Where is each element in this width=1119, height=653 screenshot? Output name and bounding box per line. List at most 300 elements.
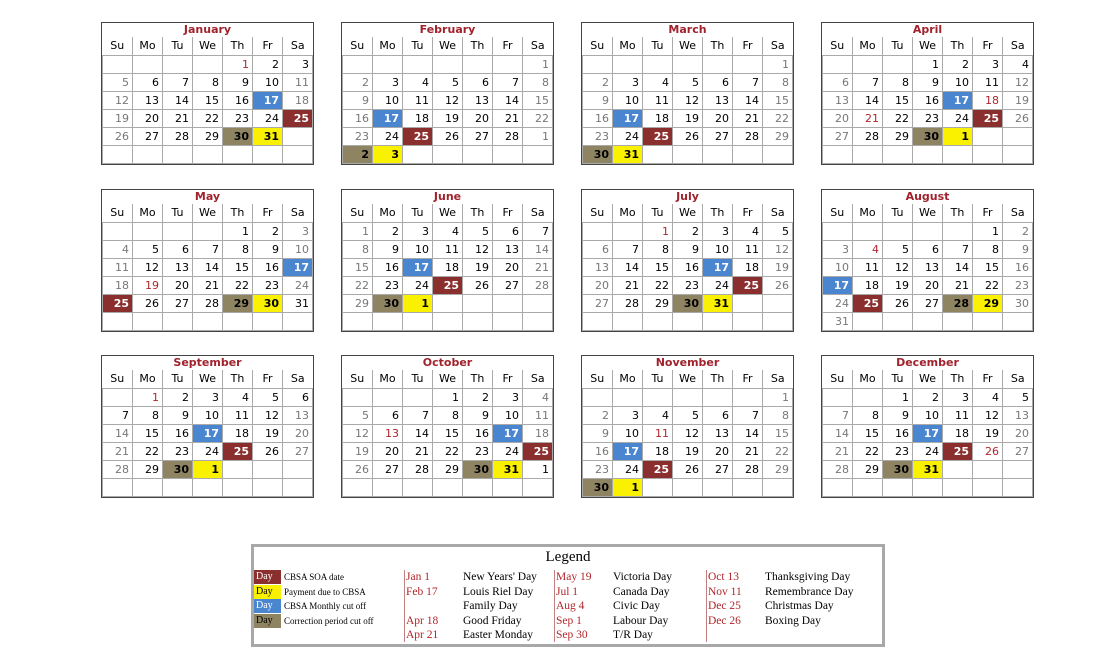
day-cell	[433, 478, 463, 496]
day-cell: 1	[523, 55, 553, 73]
weekday-header: Mo	[373, 37, 403, 55]
day-cell: 16	[583, 442, 613, 460]
weekday-header: Su	[823, 37, 853, 55]
day-cell: 29	[643, 294, 673, 312]
month-august	[821, 189, 1034, 332]
holiday-name: Family Day	[463, 600, 518, 612]
month-july	[581, 189, 794, 332]
day-cell: 22	[643, 276, 673, 294]
day-cell	[943, 478, 973, 496]
weekday-header: Sa	[523, 37, 553, 55]
day-cell	[823, 388, 853, 406]
legend-key-label: CBSA Monthly cut off	[284, 601, 367, 612]
day-cell: 19	[763, 258, 793, 276]
day-cell: 14	[943, 258, 973, 276]
month-september	[101, 355, 314, 498]
day-cell: 8	[343, 240, 373, 258]
day-cell	[913, 222, 943, 240]
month-may	[101, 189, 314, 332]
holiday-date: Apr 21	[406, 629, 439, 641]
holiday-entry	[556, 570, 672, 585]
day-cell	[613, 388, 643, 406]
day-cell: 30	[1003, 294, 1033, 312]
day-cell	[103, 55, 133, 73]
day-cell: 7	[853, 73, 883, 91]
legend-key-label: Payment due to CBSA	[284, 586, 366, 597]
weekday-header: Sa	[763, 370, 793, 388]
weekday-header: Fr	[253, 37, 283, 55]
day-cell: 23	[253, 276, 283, 294]
day-cell: 24	[913, 442, 943, 460]
day-cell: 27	[463, 127, 493, 145]
day-cell: 8	[133, 406, 163, 424]
weekday-header: Fr	[493, 37, 523, 55]
weekday-header: Tu	[883, 204, 913, 222]
legend-box	[251, 544, 885, 647]
day-cell: 18	[103, 276, 133, 294]
day-cell: 8	[763, 406, 793, 424]
month-february	[341, 22, 554, 165]
day-cell	[433, 145, 463, 163]
holiday-entry	[406, 570, 537, 585]
day-cell: 24	[943, 109, 973, 127]
weekday-header: Tu	[643, 204, 673, 222]
day-cell: 29	[763, 127, 793, 145]
day-cell: 5	[343, 406, 373, 424]
day-cell	[643, 388, 673, 406]
day-cell: 6	[463, 73, 493, 91]
day-cell: 20	[163, 276, 193, 294]
day-cell: 10	[193, 406, 223, 424]
day-cell: 4	[643, 406, 673, 424]
day-cell	[583, 222, 613, 240]
day-cell: 30	[913, 127, 943, 145]
day-cell: 27	[163, 294, 193, 312]
day-cell: 8	[853, 406, 883, 424]
holiday-entry	[556, 585, 672, 600]
day-cell	[253, 145, 283, 163]
weekday-header: Fr	[733, 37, 763, 55]
day-cell: 7	[613, 240, 643, 258]
day-cell	[163, 222, 193, 240]
day-cell: 16	[1003, 258, 1033, 276]
day-cell: 9	[913, 73, 943, 91]
weekday-header: Fr	[253, 204, 283, 222]
day-cell	[253, 312, 283, 330]
day-cell: 1	[763, 55, 793, 73]
day-cell: 7	[733, 406, 763, 424]
day-cell	[433, 312, 463, 330]
day-cell	[673, 55, 703, 73]
day-cell	[823, 478, 853, 496]
day-cell: 11	[643, 91, 673, 109]
holiday-date: Sep 30	[556, 629, 588, 641]
day-cell	[493, 312, 523, 330]
day-cell: 2	[343, 145, 373, 163]
day-cell: 15	[433, 424, 463, 442]
day-cell: 26	[1003, 109, 1033, 127]
day-cell	[523, 312, 553, 330]
month-october	[341, 355, 554, 498]
day-cell: 13	[913, 258, 943, 276]
day-cell	[103, 222, 133, 240]
holiday-name: Labour Day	[613, 614, 669, 627]
day-cell: 1	[913, 55, 943, 73]
day-cell	[763, 312, 793, 330]
month-november	[581, 355, 794, 498]
day-cell: 1	[523, 127, 553, 145]
day-cell: 27	[703, 460, 733, 478]
day-cell: 16	[583, 109, 613, 127]
month-title: October	[422, 356, 473, 369]
day-cell: 19	[463, 258, 493, 276]
day-cell: 4	[433, 222, 463, 240]
month-title: September	[173, 356, 242, 369]
day-cell: 6	[493, 222, 523, 240]
day-cell: 23	[163, 442, 193, 460]
day-cell: 28	[163, 127, 193, 145]
day-cell: 31	[913, 460, 943, 478]
month-title: April	[912, 23, 943, 36]
day-cell: 7	[823, 406, 853, 424]
day-cell	[973, 312, 1003, 330]
day-cell: 2	[1003, 222, 1033, 240]
day-cell: 16	[463, 424, 493, 442]
day-cell: 19	[343, 442, 373, 460]
day-cell: 24	[613, 127, 643, 145]
day-cell: 16	[343, 109, 373, 127]
day-cell: 31	[253, 127, 283, 145]
weekday-header: Su	[343, 370, 373, 388]
day-cell: 22	[193, 109, 223, 127]
day-cell: 1	[643, 222, 673, 240]
day-cell	[643, 55, 673, 73]
holiday-name: Easter Monday	[463, 629, 533, 641]
day-cell: 31	[493, 460, 523, 478]
holiday-name: Good Friday	[463, 614, 522, 627]
day-cell: 20	[1003, 424, 1033, 442]
day-cell: 15	[763, 91, 793, 109]
holiday-date: Dec 26	[708, 614, 741, 627]
day-cell: 10	[283, 240, 313, 258]
day-cell: 22	[763, 109, 793, 127]
day-cell: 22	[133, 442, 163, 460]
weekday-header: Tu	[883, 37, 913, 55]
day-cell	[373, 478, 403, 496]
day-cell: 30	[583, 478, 613, 496]
day-cell: 7	[403, 406, 433, 424]
day-cell: 16	[223, 91, 253, 109]
day-cell: 23	[373, 276, 403, 294]
day-cell	[343, 312, 373, 330]
day-cell	[763, 294, 793, 312]
day-cell	[403, 388, 433, 406]
day-cell	[283, 145, 313, 163]
day-cell: 11	[283, 73, 313, 91]
day-cell: 26	[883, 294, 913, 312]
day-cell	[943, 312, 973, 330]
day-cell: 27	[373, 460, 403, 478]
holiday-name: Canada Day	[613, 585, 670, 598]
day-cell: 3	[373, 73, 403, 91]
day-cell: 27	[133, 127, 163, 145]
day-cell: 29	[973, 294, 1003, 312]
day-cell: 28	[193, 294, 223, 312]
day-cell: 14	[523, 240, 553, 258]
day-cell: 26	[673, 460, 703, 478]
day-cell	[133, 222, 163, 240]
day-cell: 31	[613, 145, 643, 163]
day-cell	[373, 312, 403, 330]
day-cell: 21	[163, 109, 193, 127]
weekday-header: Mo	[853, 204, 883, 222]
weekday-header: Sa	[1003, 370, 1033, 388]
holiday-entry	[708, 599, 853, 614]
holiday-name: T/R Day	[613, 629, 653, 641]
day-cell: 14	[613, 258, 643, 276]
day-cell: 25	[973, 109, 1003, 127]
day-cell	[433, 294, 463, 312]
weekday-header: Fr	[973, 37, 1003, 55]
day-cell: 13	[583, 258, 613, 276]
day-cell: 11	[523, 406, 553, 424]
day-cell	[463, 312, 493, 330]
day-cell: 26	[673, 127, 703, 145]
weekday-header: We	[673, 204, 703, 222]
weekday-header: Fr	[493, 204, 523, 222]
legend-key	[254, 585, 404, 600]
day-cell: 19	[1003, 91, 1033, 109]
day-cell: 19	[673, 109, 703, 127]
day-cell: 16	[253, 258, 283, 276]
day-cell	[853, 145, 883, 163]
day-cell: 1	[433, 388, 463, 406]
month-title: February	[419, 23, 476, 36]
day-cell	[733, 388, 763, 406]
weekday-header: Fr	[973, 370, 1003, 388]
day-cell: 19	[253, 424, 283, 442]
day-cell: 14	[853, 91, 883, 109]
day-cell	[103, 388, 133, 406]
day-cell: 4	[223, 388, 253, 406]
day-cell: 3	[193, 388, 223, 406]
day-cell: 31	[823, 312, 853, 330]
day-cell: 30	[673, 294, 703, 312]
day-cell	[913, 312, 943, 330]
day-cell: 9	[343, 91, 373, 109]
day-cell	[103, 478, 133, 496]
day-cell: 25	[433, 276, 463, 294]
day-cell	[853, 55, 883, 73]
day-cell: 26	[343, 460, 373, 478]
day-cell: 7	[523, 222, 553, 240]
day-cell: 24	[373, 127, 403, 145]
weekday-header: Su	[103, 37, 133, 55]
day-cell	[283, 478, 313, 496]
day-cell	[133, 145, 163, 163]
day-cell: 14	[733, 424, 763, 442]
day-cell: 20	[703, 109, 733, 127]
holiday-list-3	[708, 570, 853, 628]
weekday-header: Sa	[283, 370, 313, 388]
day-cell: 28	[733, 127, 763, 145]
holiday-list-2	[556, 570, 672, 643]
day-cell: 20	[133, 109, 163, 127]
weekday-header: Fr	[493, 370, 523, 388]
legend-swatch: Day	[254, 570, 281, 584]
day-cell: 21	[523, 258, 553, 276]
day-cell: 12	[973, 406, 1003, 424]
day-cell	[133, 55, 163, 73]
weekday-header: Th	[703, 370, 733, 388]
weekday-header: Su	[823, 370, 853, 388]
day-cell: 3	[283, 55, 313, 73]
day-cell: 21	[853, 109, 883, 127]
day-cell: 22	[763, 442, 793, 460]
day-cell: 4	[853, 240, 883, 258]
month-title: August	[905, 190, 950, 203]
day-cell	[493, 294, 523, 312]
day-cell	[103, 312, 133, 330]
day-cell: 16	[673, 258, 703, 276]
day-cell: 11	[643, 424, 673, 442]
day-cell: 22	[433, 442, 463, 460]
day-cell: 17	[283, 258, 313, 276]
day-cell	[463, 478, 493, 496]
day-cell: 25	[733, 276, 763, 294]
day-cell: 19	[433, 109, 463, 127]
day-cell: 14	[733, 91, 763, 109]
weekday-header: Th	[943, 370, 973, 388]
day-cell	[973, 478, 1003, 496]
day-cell	[1003, 312, 1033, 330]
day-cell: 21	[733, 442, 763, 460]
day-cell: 29	[223, 294, 253, 312]
weekday-header: Su	[103, 370, 133, 388]
day-cell: 3	[973, 55, 1003, 73]
holiday-entry	[556, 599, 672, 614]
day-cell: 15	[523, 91, 553, 109]
day-cell: 24	[703, 276, 733, 294]
legend-key-label: Correction period cut off	[284, 615, 374, 626]
day-cell	[283, 312, 313, 330]
day-cell	[403, 478, 433, 496]
day-cell: 24	[823, 294, 853, 312]
day-cell: 29	[193, 127, 223, 145]
legend-key	[254, 599, 404, 614]
weekday-header: Tu	[163, 204, 193, 222]
day-cell: 15	[763, 424, 793, 442]
month-april	[821, 22, 1034, 165]
day-cell	[373, 388, 403, 406]
day-cell: 2	[163, 388, 193, 406]
day-cell	[253, 460, 283, 478]
day-cell	[853, 388, 883, 406]
day-cell: 5	[763, 222, 793, 240]
day-cell: 28	[523, 276, 553, 294]
day-cell: 20	[493, 258, 523, 276]
month-march	[581, 22, 794, 165]
holiday-name: New Years' Day	[463, 571, 537, 583]
day-cell: 23	[913, 109, 943, 127]
day-cell: 22	[853, 442, 883, 460]
weekday-header: Th	[463, 204, 493, 222]
weekday-header: Th	[943, 37, 973, 55]
day-cell: 31	[703, 294, 733, 312]
day-cell	[283, 127, 313, 145]
day-cell: 25	[853, 294, 883, 312]
day-cell: 9	[883, 406, 913, 424]
weekday-header: Tu	[403, 204, 433, 222]
day-cell	[943, 222, 973, 240]
day-cell: 12	[673, 91, 703, 109]
day-cell: 12	[103, 91, 133, 109]
day-cell: 16	[883, 424, 913, 442]
day-cell: 9	[673, 240, 703, 258]
day-cell: 19	[883, 276, 913, 294]
day-cell: 17	[253, 91, 283, 109]
day-cell: 25	[643, 127, 673, 145]
day-cell: 18	[643, 109, 673, 127]
day-cell: 12	[343, 424, 373, 442]
weekday-header: Sa	[283, 37, 313, 55]
day-cell	[733, 55, 763, 73]
weekday-header: Th	[463, 37, 493, 55]
day-cell	[883, 222, 913, 240]
day-cell: 3	[283, 222, 313, 240]
day-cell: 23	[583, 460, 613, 478]
day-cell: 15	[643, 258, 673, 276]
weekday-header: Tu	[403, 37, 433, 55]
day-cell: 7	[733, 73, 763, 91]
day-cell: 22	[343, 276, 373, 294]
day-cell: 24	[493, 442, 523, 460]
day-cell: 2	[463, 388, 493, 406]
day-cell: 18	[433, 258, 463, 276]
day-cell: 1	[973, 222, 1003, 240]
day-cell	[523, 478, 553, 496]
day-cell: 18	[973, 91, 1003, 109]
day-cell: 11	[433, 240, 463, 258]
day-cell	[433, 55, 463, 73]
day-cell: 6	[703, 406, 733, 424]
day-cell: 10	[613, 91, 643, 109]
day-cell: 2	[253, 55, 283, 73]
day-cell: 28	[823, 460, 853, 478]
day-cell	[823, 222, 853, 240]
day-cell: 11	[223, 406, 253, 424]
day-cell	[733, 312, 763, 330]
day-cell: 24	[193, 442, 223, 460]
weekday-header: Th	[943, 204, 973, 222]
month-title: January	[183, 23, 232, 36]
legend-title: Legend	[545, 549, 591, 565]
day-cell: 3	[943, 388, 973, 406]
day-cell: 2	[913, 388, 943, 406]
weekday-header: Mo	[373, 370, 403, 388]
legend-key	[254, 570, 404, 585]
day-cell: 8	[763, 73, 793, 91]
day-cell: 5	[133, 240, 163, 258]
day-cell	[583, 55, 613, 73]
day-cell	[883, 55, 913, 73]
day-cell: 21	[103, 442, 133, 460]
day-cell	[133, 312, 163, 330]
day-cell: 13	[133, 91, 163, 109]
holiday-date: Dec 25	[708, 600, 741, 612]
day-cell	[403, 55, 433, 73]
day-cell: 3	[373, 145, 403, 163]
